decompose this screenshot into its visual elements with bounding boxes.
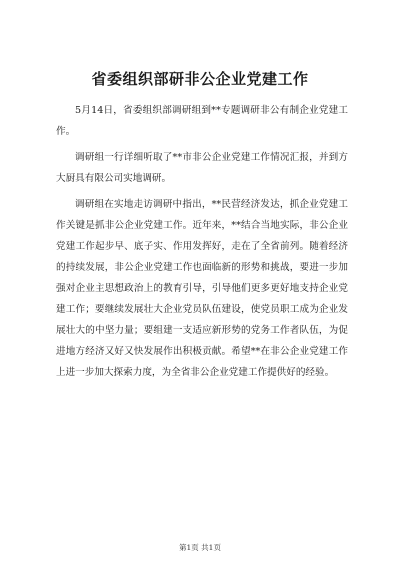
page-number-footer: 第1页 共1页 xyxy=(179,543,221,552)
document-body xyxy=(56,100,348,388)
document-title: 省委组织部研非公企业党建工作 xyxy=(91,70,309,88)
paragraph-briefing: 调研组一行详细听取了**市非公企业党建工作情况汇报，并到方大厨具有限公司实地调研。 xyxy=(56,152,348,184)
paragraph-intro: 5月14日，省委组织部调研组到**专题调研非公有制企业党建工作。 xyxy=(56,105,348,137)
paragraph-remarks: 调研组在实地走访调研中指出，**民营经济发达，抓企业党建工作关键是抓非公企业党建工作。近年来，**结合当地实际，非公企业党建工作起步早、底子实、作用发挥好，走在了全省前列。随着经济的持续发展，非公企业党建工作也面临新的形势和挑战，要进一步加强对企业主思想政治上的教育引导，引导他们更多更好地支持企业党建工作；要继续发展壮大企业党员队伍建设，使党员职工成为企业发展壮大的中坚力量；要组建一支适应新形势的党务工作者队伍，为促进地方经济又好又快发展作出积极贡献。希望**在非公企业党建工作上进一步加大探索力度，为全省非公企业党建工作提供好的经验。 xyxy=(56,199,348,378)
